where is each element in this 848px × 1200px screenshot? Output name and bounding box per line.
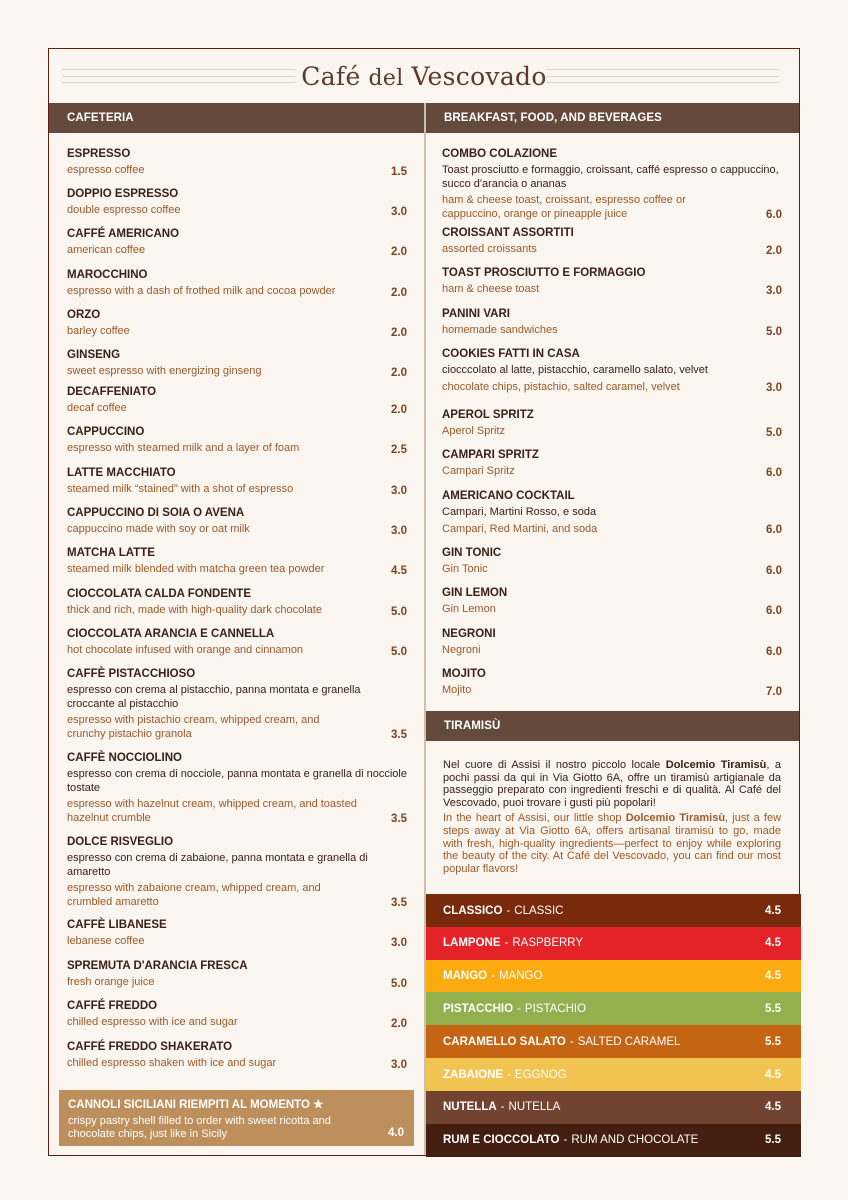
cannoli-price: 4.0 [388, 1127, 404, 1139]
item-description-english: homemade sandwiches [442, 324, 558, 336]
page-title [301, 62, 546, 91]
menu-item-caffe-freddo [67, 999, 407, 1030]
item-name: MATCHA LATTE [67, 547, 155, 559]
item-description-english: decaf coffee [67, 402, 127, 414]
flavor-price: 4.5 [765, 1101, 781, 1114]
flavor-separator: - [504, 937, 509, 950]
item-name: SPREMUTA D'ARANCIA FRESCA [67, 960, 248, 972]
menu-item-cookies-fatti-in-casa [442, 347, 782, 394]
item-description-english: chilled espresso shaken with ice and sugar [67, 1057, 277, 1069]
flavor-price: 5.5 [765, 1002, 781, 1015]
item-description-english: espresso with hazelnut cream, whipped cream, and toasted hazelnut crumble [67, 798, 357, 824]
item-price: 1.5 [391, 165, 407, 178]
item-price: 5.0 [766, 325, 782, 338]
menu-item-caffe-libanese [67, 918, 407, 949]
section-header-cafeteria: CAFETERIA [49, 103, 424, 133]
item-name: GINSENG [67, 349, 121, 361]
item-price: 5.0 [391, 977, 407, 990]
menu-item-americano-cocktail [442, 489, 782, 536]
flavor-price: 4.5 [765, 937, 781, 950]
item-name: CIOCCOLATA CALDA FONDENTE [67, 588, 251, 600]
menu-frame [48, 48, 800, 1156]
shop-name: Dolcemio Tiramisù [625, 812, 726, 825]
section-header-breakfast: BREAKFAST, FOOD, AND BEVERAGES [426, 103, 799, 133]
item-name: DOLCE RISVEGLIO [67, 836, 174, 848]
item-price: 4.5 [391, 564, 407, 577]
menu-item-caffe-pistacchioso [67, 667, 407, 741]
item-description-italian: espresso con crema di nocciole, panna montata e granella di nocciole tostate [67, 768, 407, 794]
item-description-english: espresso with zabaione cream, whipped cream, and crumbled amaretto [67, 882, 321, 908]
menu-item-campari-spritz [442, 448, 782, 479]
flavor-name-italian: CARAMELLO SALATO [443, 1035, 566, 1048]
item-description-english: Mojito [442, 684, 472, 696]
item-description-english: Aperol Spritz [442, 425, 505, 437]
item-price: 5.0 [766, 426, 782, 439]
flavor-name-english: NUTELLA [508, 1101, 561, 1114]
flavor-row-nutella [426, 1091, 801, 1124]
item-price: 2.5 [391, 443, 407, 456]
item-description-english: barley coffee [67, 325, 130, 337]
flavor-name-english: SALTED CARAMEL [577, 1035, 681, 1048]
item-price: 3.5 [391, 813, 407, 825]
shop-name: Dolcemio Tiramisù [665, 759, 767, 771]
item-name: CROISSANT ASSORTITI [442, 227, 574, 239]
flavor-name-english: EGGNOG [514, 1068, 567, 1081]
item-price: 2.0 [391, 366, 407, 379]
flavor-separator: - [517, 1002, 521, 1015]
item-description-english: Campari, Red Martini, and soda [442, 522, 598, 535]
flavor-name-english: MANGO [498, 970, 543, 983]
menu-item-doppio-espresso [67, 187, 407, 218]
menu-item-cappuccino [67, 425, 407, 456]
menu-item-gin-lemon [442, 586, 782, 617]
item-price: 2.0 [391, 1017, 407, 1030]
item-price: 5.0 [391, 645, 407, 658]
item-name: CAPPUCCINO [67, 426, 145, 438]
menu-item-aperol-spritz [442, 408, 782, 439]
tiramisu-text-italian: Nel cuore di Assisi il nostro piccolo locale Dolcemio Tiramisù, a pochi passi da qui in Via Giotto 6A, offre un tiramisù artigianale da passeggio preparato con ingredienti freschi e di qualità. Al Café del Vescovado, puoi trovare i gusti più popolari! [443, 759, 782, 809]
flavor-row-eggnog [426, 1058, 801, 1091]
flavor-price: 4.5 [765, 1068, 781, 1081]
item-price: 5.0 [391, 605, 407, 618]
flavor-separator: - [569, 1035, 574, 1048]
item-name: CAFFÉ FREDDO [67, 1000, 158, 1012]
item-price: 3.0 [766, 284, 782, 297]
item-description-english: hot chocolate infused with orange and cinnamon [67, 644, 304, 656]
item-description-english: thick and rich, made with high-quality dark chocolate [67, 604, 322, 616]
item-price: 6.0 [766, 604, 782, 617]
cannoli-description: crispy pastry shell filled to order with sweet ricotta and chocolate chips, just like in Sicily [68, 1115, 331, 1140]
item-name: NEGRONI [442, 628, 496, 640]
item-price: 3.0 [391, 524, 407, 537]
item-price: 6.0 [766, 564, 782, 577]
menu-item-cioccolata-arancia-e-cannella [67, 627, 407, 658]
flavor-name-english: CLASSIC [514, 904, 564, 917]
cannoli-feature [59, 1090, 414, 1146]
item-description-english: Negroni [442, 644, 481, 656]
item-name: LATTE MACCHIATO [67, 467, 176, 479]
item-description-italian: espresso con crema di zabaione, panna montata e granella di amaretto [67, 852, 368, 878]
item-description-english: lebanese coffee [67, 935, 145, 947]
item-description-english: ham & cheese toast [442, 283, 540, 295]
item-price: 6.0 [766, 209, 782, 221]
item-description-english: espresso with a dash of frothed milk and cocoa powder [67, 285, 336, 297]
item-name: GIN TONIC [442, 547, 502, 559]
item-description-english: espresso with pistachio cream, whipped cream, and crunchy pistachio granola [67, 714, 320, 740]
item-description-english: steamed milk “stained” with a shot of espresso [67, 483, 294, 495]
flavor-price: 5.5 [765, 1134, 781, 1147]
menu-item-latte-macchiato [67, 466, 407, 497]
flavor-name-italian: PISTACCHIO [443, 1002, 514, 1015]
item-name: MAROCCHINO [67, 269, 148, 281]
flavor-name-italian: NUTELLA [443, 1101, 497, 1114]
item-description-english: espresso coffee [67, 164, 145, 176]
item-description-italian: espresso con crema al pistacchio, panna montata e granella croccante al pistacchio [67, 684, 361, 710]
menu-item-ginseng [67, 348, 407, 379]
flavor-separator: - [563, 1134, 568, 1147]
flavor-price: 5.5 [765, 1035, 781, 1048]
menu-item-panini-vari [442, 307, 782, 338]
item-price: 3.0 [391, 936, 407, 949]
menu-item-croissant-assortiti [442, 226, 782, 257]
item-name: TOAST PROSCIUTTO E FORMAGGIO [442, 267, 646, 279]
flavor-name-italian: ZABAIONE [443, 1068, 504, 1081]
flavor-row-rum-and-chocolate [426, 1124, 801, 1157]
title-word-del: del [368, 65, 404, 91]
flavor-name-italian: MANGO [443, 970, 488, 983]
title-word-cafe: Café [301, 61, 361, 91]
item-price: 3.0 [391, 205, 407, 218]
item-name: CIOCCOLATA ARANCIA E CANNELLA [67, 628, 275, 640]
menu-item-dolce-risveglio [67, 835, 407, 909]
item-price: 3.0 [766, 382, 782, 394]
flavor-row-classic [426, 894, 801, 927]
flavor-row-pistachio [426, 992, 801, 1025]
item-description-english: fresh orange juice [67, 976, 155, 988]
item-name: COOKIES FATTI IN CASA [442, 348, 580, 360]
item-name: ESPRESSO [67, 148, 131, 160]
item-price: 6.0 [766, 645, 782, 658]
menu-item-cioccolata-calda-fondente [67, 587, 407, 618]
item-description-english: Campari Spritz [442, 465, 515, 477]
menu-item-marocchino [67, 268, 407, 299]
flavor-name-english: PISTACHIO [524, 1002, 587, 1015]
item-price: 3.0 [391, 484, 407, 497]
title-word-vescovado: Vescovado [411, 61, 547, 91]
flavor-name-italian: CLASSICO [443, 904, 503, 917]
item-name: CAFFÉ AMERICANO [67, 228, 180, 240]
item-description-italian: ciocccolato al latte, pistacchio, caramello salato, velvet [442, 364, 708, 376]
item-description-english: cappuccino made with soy or oat milk [67, 523, 250, 535]
item-price: 2.0 [391, 286, 407, 299]
item-name: ORZO [67, 309, 101, 321]
item-price: 6.0 [766, 466, 782, 479]
flavor-row-mango [426, 960, 801, 993]
menu-item-caffe-freddo-shakerato [67, 1040, 407, 1071]
flavor-price: 4.5 [765, 904, 781, 917]
menu-item-spremuta-d-arancia-fresca [67, 959, 407, 990]
menu-item-gin-tonic [442, 546, 782, 577]
item-name: CAFFÈ PISTACCHIOSO [67, 668, 196, 680]
cannoli-name: CANNOLI SICILIANI RIEMPITI AL MOMENTO ★ [68, 1099, 324, 1111]
item-price: 7.0 [766, 685, 782, 698]
item-description-english: chocolate chips, pistachio, salted caramel, velvet [442, 380, 680, 393]
flavor-name-italian: RUM E CIOCCOLATO [443, 1134, 560, 1147]
decorative-lines-right [546, 69, 779, 83]
item-price: 2.0 [766, 244, 782, 257]
item-description-english: american coffee [67, 244, 146, 256]
flavor-separator: - [500, 1101, 505, 1114]
item-name: CAFFÈ LIBANESE [67, 919, 167, 931]
item-name: GIN LEMON [442, 587, 508, 599]
menu-item-decaffeniato [67, 385, 407, 416]
flavor-name-english: RASPBERRY [512, 937, 584, 950]
item-name: CAPPUCCINO DI SOIA O AVENA [67, 507, 245, 519]
item-description-english: double espresso coffee [67, 204, 181, 216]
item-name: CAFFÉ FREDDO SHAKERATO [67, 1041, 233, 1053]
flavor-name-english: RUM AND CHOCOLATE [571, 1134, 699, 1147]
item-price: 3.0 [391, 1058, 407, 1071]
item-description-english: steamed milk blended with matcha green tea powder [67, 563, 325, 575]
item-price: 3.5 [391, 729, 407, 741]
title-bar [49, 49, 799, 103]
item-price: 3.5 [391, 897, 407, 909]
item-name: DOPPIO ESPRESSO [67, 188, 179, 200]
flavor-row-raspberry [426, 927, 801, 960]
flavor-separator: - [506, 904, 511, 917]
item-name: CAMPARI SPRITZ [442, 449, 539, 461]
item-name: PANINI VARI [442, 308, 510, 320]
menu-item-negroni [442, 627, 782, 658]
flavor-price: 4.5 [765, 970, 781, 983]
item-description-english: espresso with steamed milk and a layer of foam [67, 442, 300, 454]
flavor-separator: - [491, 970, 495, 983]
item-price: 2.0 [391, 326, 407, 339]
menu-item-espresso [67, 147, 407, 178]
menu-item-caffe-nocciolino [67, 751, 407, 825]
item-price: 2.0 [391, 245, 407, 258]
item-name: APEROL SPRITZ [442, 409, 534, 421]
tiramisu-description [443, 759, 781, 875]
flavor-name-italian: LAMPONE [443, 937, 501, 950]
item-name: MOJITO [442, 668, 486, 680]
item-description-italian: Campari, Martini Rosso, e soda [442, 506, 597, 518]
item-description-english: sweet espresso with energizing ginseng [67, 365, 262, 377]
menu-item-orzo [67, 308, 407, 339]
flavor-separator: - [507, 1068, 511, 1081]
decorative-lines-left [62, 69, 295, 83]
item-description-english: chilled espresso with ice and sugar [67, 1016, 238, 1028]
item-description-english: Gin Lemon [442, 603, 496, 615]
item-name: AMERICANO COCKTAIL [442, 490, 575, 502]
menu-item-matcha-latte [67, 546, 407, 577]
section-header-tiramisu: TIRAMISÙ [426, 711, 799, 741]
item-description-english: ham & cheese toast, croissant, espresso coffee or cappuccino, orange or pineapple juice [442, 194, 686, 220]
menu-item-toast-prosciutto-e-formaggio [442, 266, 782, 297]
menu-item-mojito [442, 667, 782, 698]
item-description-english: Gin Tonic [442, 563, 488, 575]
item-price: 6.0 [766, 524, 782, 536]
menu-item-combo-colazione [442, 147, 782, 221]
item-description-italian: Toast prosciutto e formaggio, croissant, caffé espresso o cappuccino, succo d'arancia o ananas [442, 164, 779, 190]
item-name: DECAFFENIATO [67, 386, 157, 398]
flavor-row-salted-caramel [426, 1025, 801, 1058]
item-name: CAFFÈ NOCCIOLINO [67, 752, 182, 764]
item-description-english: assorted croissants [442, 243, 537, 255]
tiramisu-text-english: In the heart of Assisi, our little shop Dolcemio Tiramisù, just a few steps away at Via Giotto 6A, offers artisanal tiramisù to go, made with fresh, high-quality ingredients—perfect to enjoy while exploring the beauty of the city. At Café del Vescovado, you can find our most popular flavors! [443, 812, 782, 875]
item-name: COMBO COLAZIONE [442, 148, 557, 160]
item-price: 2.0 [391, 403, 407, 416]
menu-item-cappuccino-di-soia-o-avena [67, 506, 407, 537]
menu-item-caffe-americano [67, 227, 407, 258]
